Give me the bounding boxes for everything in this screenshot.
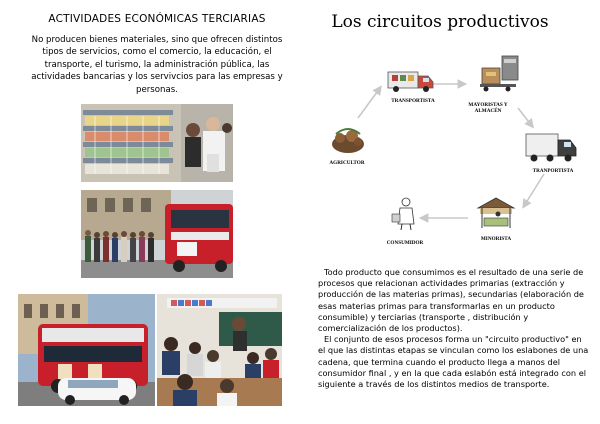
consumidor-node <box>390 196 424 232</box>
bus-stop-photo <box>81 190 233 278</box>
farmer-icon <box>328 122 368 156</box>
mayoristas-label: MAYORISTAS Y ALMACÉN <box>468 102 508 114</box>
agricultor-node <box>328 122 368 156</box>
left-title: ACTIVIDADES ECONÓMICAS TERCIARIAS <box>48 13 266 25</box>
arrow-mayoristas-tranportista <box>518 108 532 126</box>
supermarket-photo <box>81 104 233 182</box>
paragraph-1: Todo producto que consumimos es el resultado de una serie de procesos que relacionan actividades primarias (extracción y producción de las materias primas), secundarias (elaboración de esas materias primas para transformarlas en un producto consumible) y terciarias (transporte , distribución y comercialización de los productos). <box>318 267 584 334</box>
transportista-label: TRANSPORTISTA <box>391 98 435 104</box>
transportista-node <box>386 68 436 98</box>
tranportista-node <box>524 130 578 164</box>
agricultor-label: AGRICULTOR <box>329 160 365 166</box>
productive-circuit-diagram <box>318 46 590 252</box>
classroom-photo <box>157 294 282 406</box>
arrow-agricultor-transportista <box>358 88 380 118</box>
minorista-node <box>476 196 516 232</box>
warehouse-icon <box>478 54 522 94</box>
minorista-label: MINORISTA <box>480 236 512 242</box>
arrow-tranportista-minorista <box>524 174 544 206</box>
truck-icon <box>386 68 436 94</box>
tranportista-label: TRANPORTISTA <box>532 168 574 174</box>
truck-icon <box>524 130 578 164</box>
consumidor-label: CONSUMIDOR <box>386 240 424 246</box>
right-title: Los circuitos productivos <box>331 12 549 32</box>
market-stall-icon <box>476 196 516 232</box>
shopper-icon <box>390 196 424 232</box>
left-description: No producen bienes materiales, sino que ofrecen distintos tipos de servicios, como el comercio, la educación, el transporte, el turismo, la administración pública, las actividades bancarias y los servivcios para las empresas y personas. <box>31 35 283 95</box>
paragraph-2: El conjunto de esos procesos forma un "circuito productivo" en el que las distintas etapas se vinculan como los eslabones de una cadena, que termina cuando el producto llega a manos del consumidor final , y en la que cada eslabón está integrado con el siguiente a través de los distintos medios de transporte. <box>318 334 589 390</box>
right-paragraph <box>318 267 590 390</box>
tour-bus-photo <box>18 294 155 406</box>
mayoristas-node <box>478 54 522 94</box>
